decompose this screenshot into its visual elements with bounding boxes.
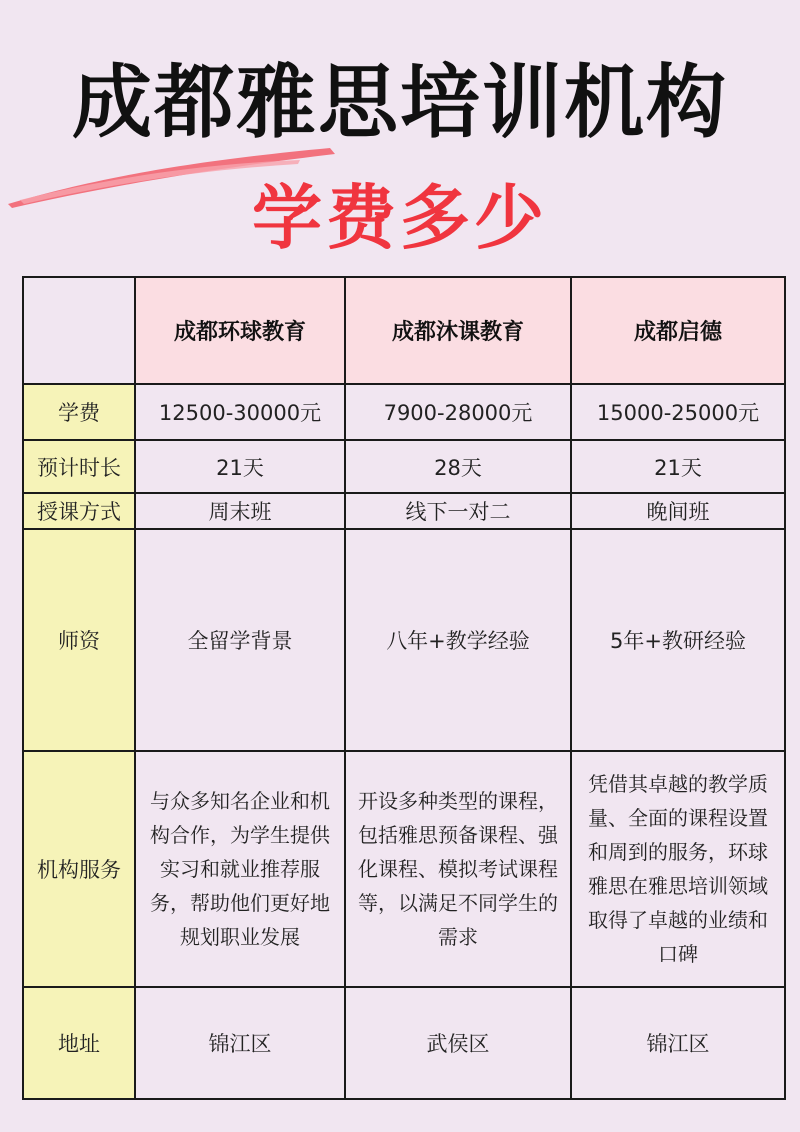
table-row <box>23 529 785 751</box>
table-cell: 武侯区 <box>345 987 571 1099</box>
table-cell: 周末班 <box>135 493 345 529</box>
table-row <box>23 493 785 529</box>
table-cell: 12500-30000元 <box>135 384 345 440</box>
column-header: 成都启德 <box>571 277 785 384</box>
table-cell: 21天 <box>571 440 785 493</box>
table-cell: 全留学背景 <box>135 529 345 751</box>
table-cell: 锦江区 <box>571 987 785 1099</box>
row-label: 师资 <box>23 529 135 751</box>
row-label: 学费 <box>23 384 135 440</box>
table-cell: 5年+教研经验 <box>571 529 785 751</box>
comparison-table <box>22 276 786 1100</box>
table-cell: 晚间班 <box>571 493 785 529</box>
page-subtitle: 学费多少 <box>252 177 548 259</box>
table-row <box>23 384 785 440</box>
table-row <box>23 440 785 493</box>
column-header: 成都沐课教育 <box>345 277 571 384</box>
header-corner <box>23 277 135 384</box>
table-row <box>23 987 785 1099</box>
column-header: 成都环球教育 <box>135 277 345 384</box>
table-cell: 7900-28000元 <box>345 384 571 440</box>
table-cell: 15000-25000元 <box>571 384 785 440</box>
table-cell: 线下一对二 <box>345 493 571 529</box>
row-label: 机构服务 <box>23 751 135 987</box>
row-label: 授课方式 <box>23 493 135 529</box>
table-row <box>23 751 785 987</box>
row-label: 地址 <box>23 987 135 1099</box>
row-label: 预计时长 <box>23 440 135 493</box>
table-cell: 开设多种类型的课程，包括雅思预备课程、强化课程、模拟考试课程等，以满足不同学生的需求 <box>345 751 571 987</box>
table-cell: 21天 <box>135 440 345 493</box>
table-cell: 28天 <box>345 440 571 493</box>
table-cell: 八年+教学经验 <box>345 529 571 751</box>
table-cell: 与众多知名企业和机构合作，为学生提供实习和就业推荐服务，帮助他们更好地规划职业发展 <box>135 751 345 987</box>
table-cell: 锦江区 <box>135 987 345 1099</box>
table-cell: 凭借其卓越的教学质量、全面的课程设置和周到的服务，环球雅思在雅思培训领域取得了卓越的业绩和口碑 <box>571 751 785 987</box>
page-title: 成都雅思培训机构 <box>72 56 728 149</box>
